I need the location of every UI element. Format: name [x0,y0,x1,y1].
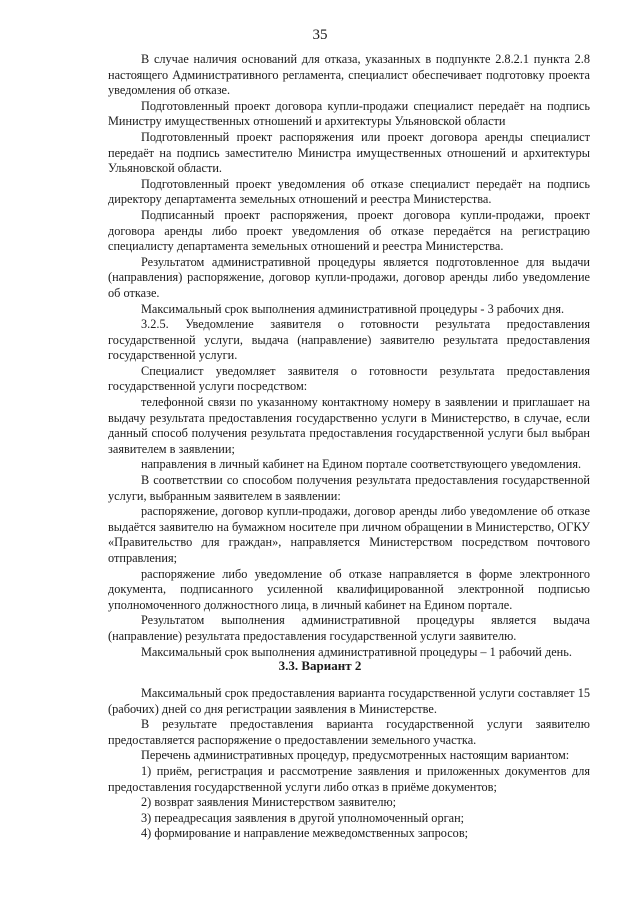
paragraph: В результате предоставления варианта государственной услуги заявителю предоставляется распоряжение о предоставлении земельного участка. [108,717,590,747]
paragraph: Подписанный проект распоряжения, проект договора купли-продажи, проект договора аренды либо проект уведомления об отказе передаётся на регистрацию специалисту департамента земельных отношений и реестра Министерства. [108,207,590,254]
section-heading: 3.3. Вариант 2 [278,658,362,673]
paragraph: распоряжение, договор купли-продажи, договор аренды либо уведомление об отказе выдаётся заявителю на бумажном носителе при личном обращении в Министерство, ОГКУ «Правительство для граждан», направляется Министерством посредством почтового отправления; [108,504,590,565]
paragraph: Максимальный срок предоставления варианта государственной услуги составляет 15 (рабочих) дней со дня регистрации заявления в Министерстве. [108,686,590,716]
paragraph: 3.2.5. Уведомление заявителя о готовности результата предоставления государственной услуги, выдача (направление) заявителю результата предоставления государственной услуги. [108,317,590,363]
list-item: 4) формирование и направление межведомственных запросов; [141,826,469,841]
paragraph: Максимальный срок выполнения административной процедуры - 3 рабочих дня. [141,301,565,316]
list-item: 2) возврат заявления Министерством заявителю; [141,795,397,810]
paragraph: Перечень административных процедур, предусмотренных настоящим вариантом: [141,748,570,763]
page-number: 35 [312,27,328,43]
paragraph: Подготовленный проект уведомления об отказе специалист передаёт на подпись директору департамента земельных отношений и реестра Министерства. [108,176,590,207]
paragraph: Результатом выполнения административной процедуры является выдача (направление) результата предоставления государственной услуги заявителю. [108,613,590,643]
paragraph: Подготовленный проект договора купли-продажи специалист передаёт на подпись Министру имущественных отношений и архитектуры Ульяновской области [108,98,590,129]
document-body [108,52,590,660]
paragraph: Результатом административной процедуры является подготовленное для выдачи (направления) распоряжение, договор купли-продажи, договор аренды либо уведомление об отказе. [108,254,590,300]
list-item: 3) переадресация заявления в другой уполномоченный орган; [141,810,465,825]
paragraph: Специалист уведомляет заявителя о готовности результата предоставления государственной услуги посредством: [108,363,590,394]
paragraph: телефонной связи по указанному контактному номеру в заявлении и приглашает на выдачу результата предоставления государственно услуги в Министерство, в случае, если данный способ получения результата предоставления государственной услуги был выбран заявителем в заявлении; [108,395,590,456]
paragraph: Подготовленный проект распоряжения или проект договора аренды специалист передаёт на подпись заместителю Министра имущественных отношений и архитектуры Ульяновской области. [108,129,590,176]
paragraph: распоряжение либо уведомление об отказе направляется в форме электронного документа, подписанного усиленной квалифицированной электронной подписью уполномоченного должностного лица, в личный кабинет на Едином портале. [108,566,590,612]
paragraph: направления в личный кабинет на Едином портале соответствующего уведомления. [141,457,582,472]
list-item: 1) приём, регистрация и рассмотрение заявления и приложенных документов для предоставления государственной услуги либо отказ в приёме документов; [108,763,590,794]
paragraph: В соответствии со способом получения результата предоставления государственной услуги, выбранным заявителем в заявлении: [108,473,590,503]
paragraph: В случае наличия оснований для отказа, указанных в подпункте 2.8.2.1 пункта 2.8 настоящего Административного регламента, специалист обеспечивает подготовку проекта уведомления об отказе. [108,52,590,98]
paragraph: Максимальный срок выполнения административной процедуры – 1 рабочий день. [141,644,572,659]
section-body [108,686,590,842]
